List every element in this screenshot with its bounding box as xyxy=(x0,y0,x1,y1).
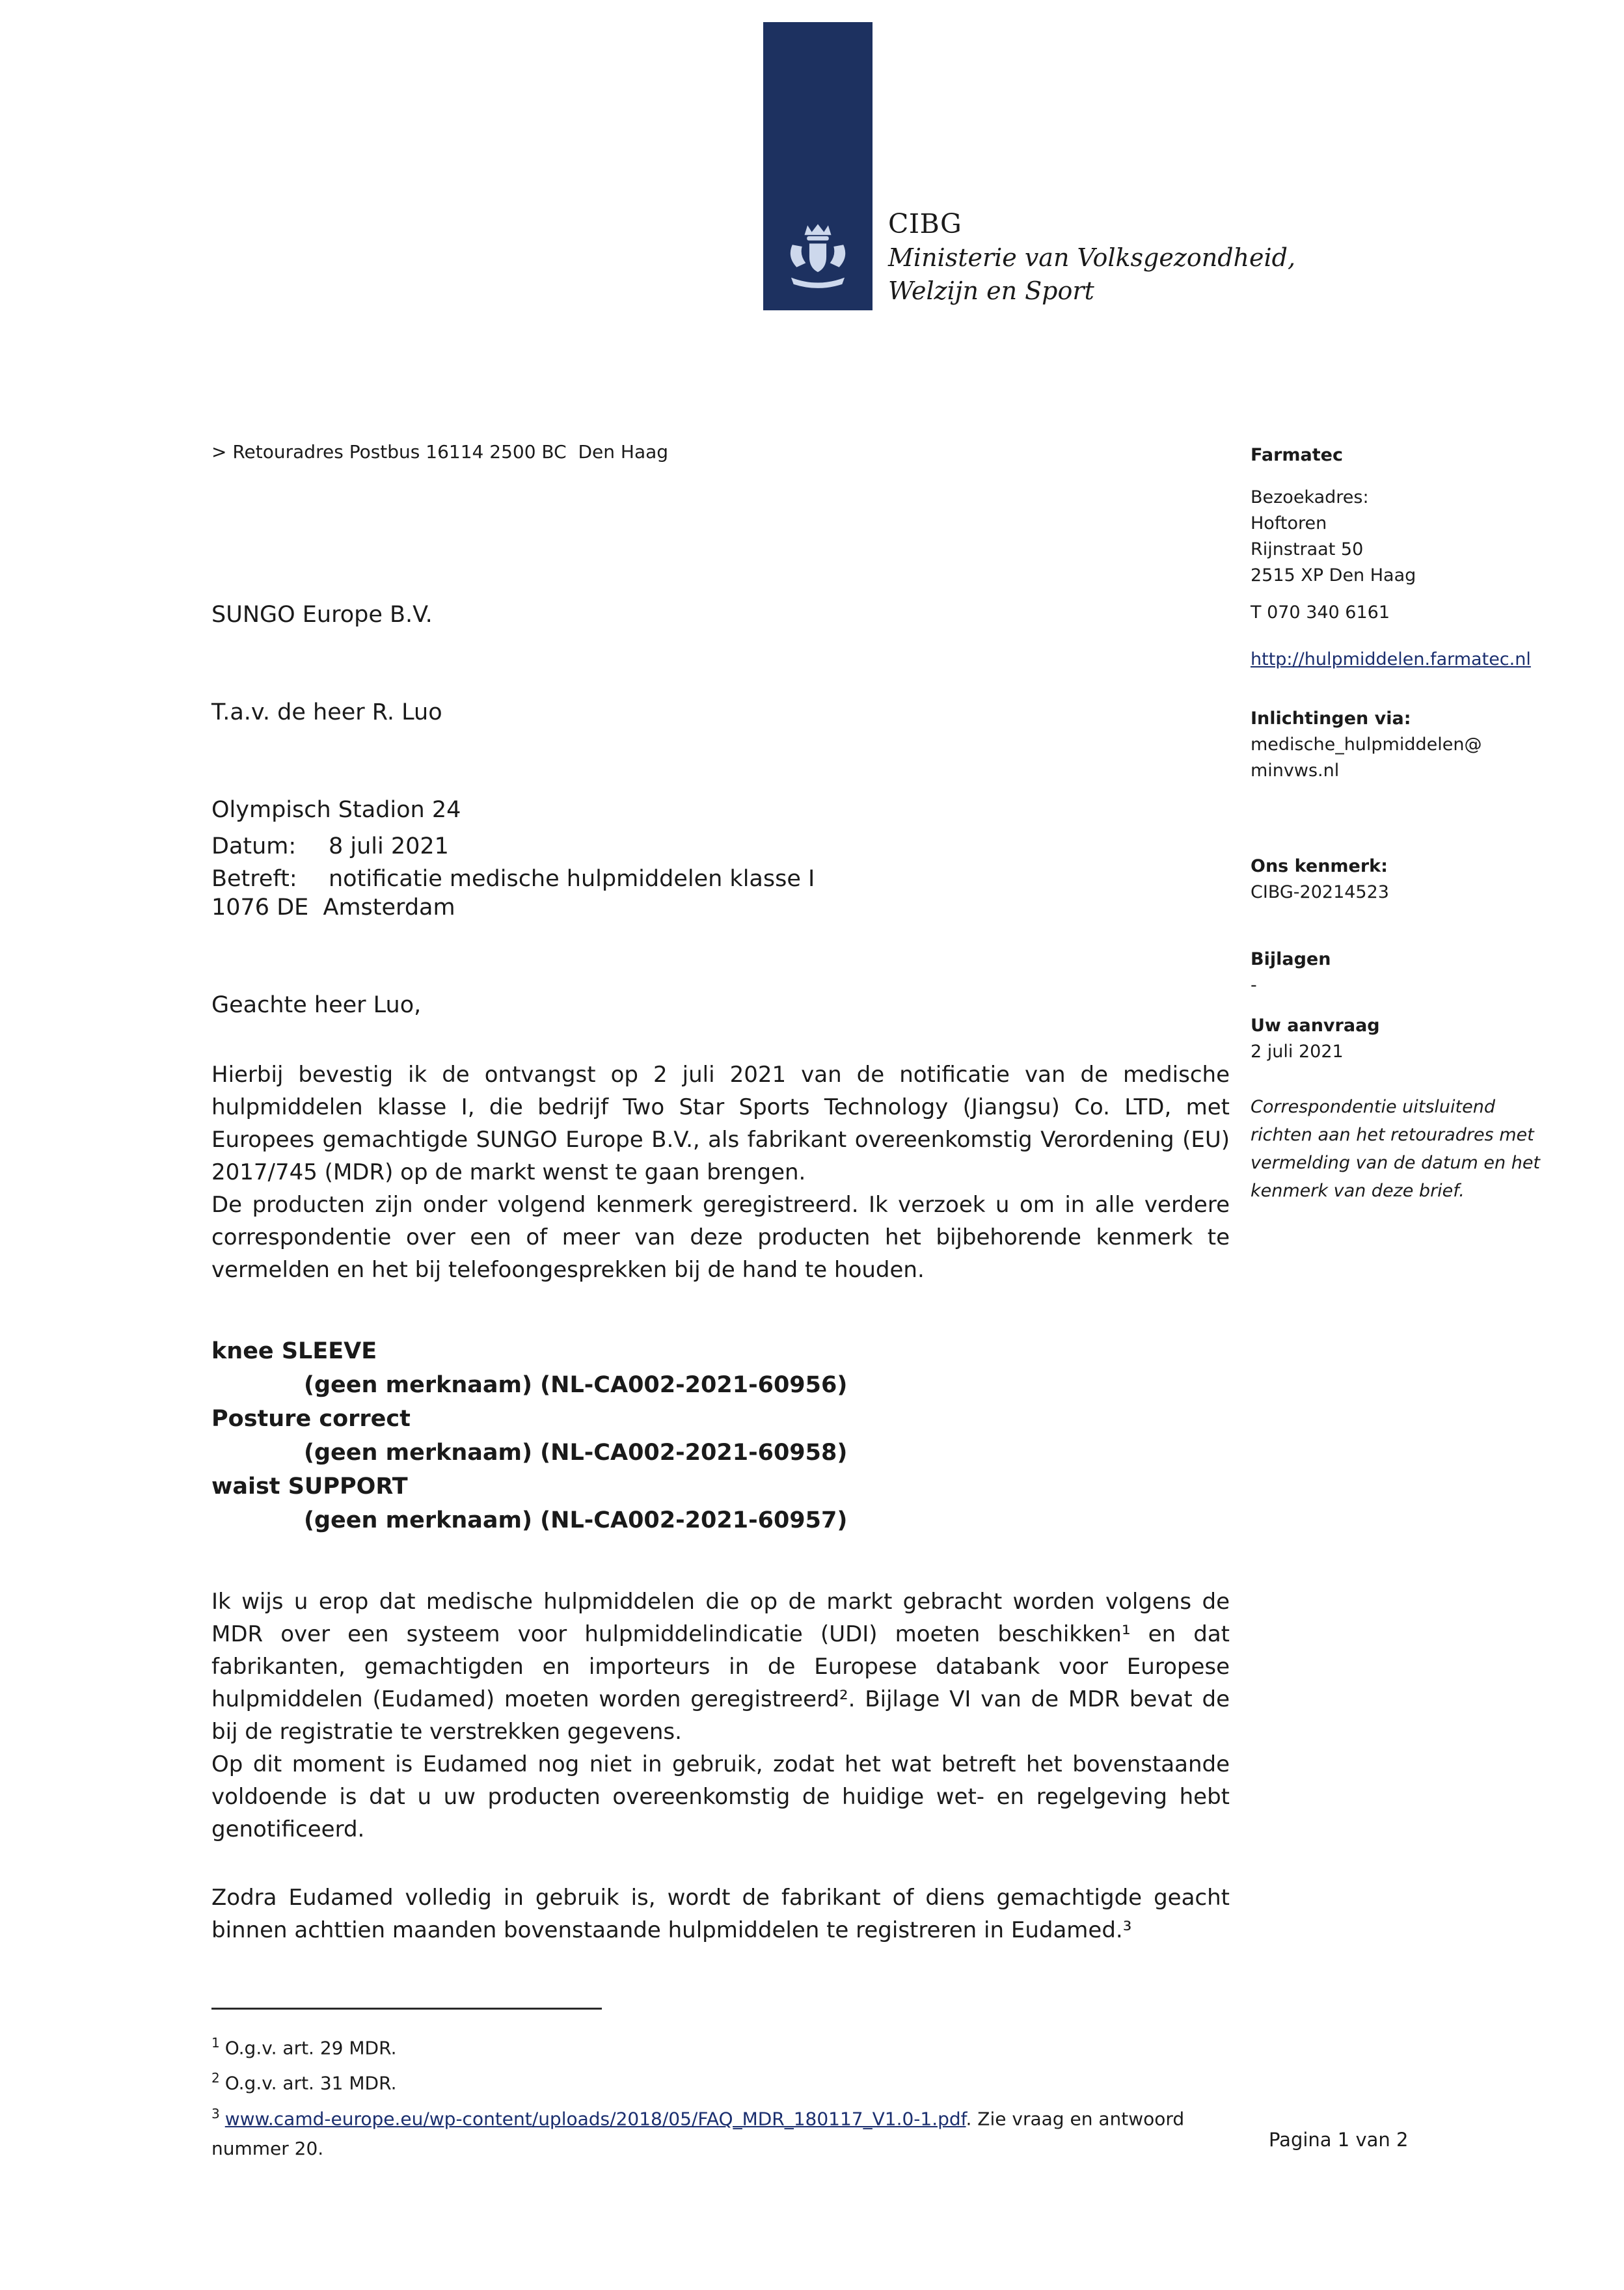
footnote-marker: 1 xyxy=(211,2035,220,2051)
footnote-1 xyxy=(211,2028,1252,2063)
footnote-marker: 3 xyxy=(211,2105,220,2122)
footnote-text: . Zie vraag en antwoord nummer 20. xyxy=(211,2107,1185,2159)
date-label: Datum: xyxy=(211,833,297,859)
footnote-3 xyxy=(211,2099,1252,2164)
logo-ribbon xyxy=(763,22,873,310)
sidebar-inquiries xyxy=(1251,706,1550,784)
sidebar-phone: T 070 340 6161 xyxy=(1251,602,1390,623)
date-row xyxy=(211,830,815,863)
product-registration: (geen merknaam) (NL-CA002-2021-60956) xyxy=(304,1372,848,1398)
product-name: waist SUPPORT xyxy=(211,1474,408,1500)
subject-label: Betreft: xyxy=(211,866,297,892)
faq-mdr-link[interactable]: www.camd-europe.eu/wp-content/uploads/2018/05/FAQ_MDR_180117_V1.0-1.pdf xyxy=(224,2107,966,2129)
rijkswapen-emblem-icon xyxy=(779,219,856,292)
reference-label: Ons kenmerk: xyxy=(1251,856,1388,876)
logo-text xyxy=(888,207,1295,308)
footnote-2 xyxy=(211,2063,1252,2098)
inquiries-label: Inlichtingen via: xyxy=(1251,708,1411,729)
return-address: > Retouradres Postbus 16114 2500 BC Den Haag xyxy=(211,441,669,463)
letter-meta xyxy=(211,830,815,895)
sidebar-request-date xyxy=(1251,1013,1550,1065)
paragraph-udi-eudamed: Ik wijs u erop dat medische hulpmiddelen die op de markt gebracht worden volgens de MDR over een systeem voor hulpmiddelindicatie (UDI) moeten beschikken¹ en dat fabrikanten, gemachtigden en importeurs in de Europese databank voor Europese hulpmiddelen (Eudamed) moeten worden geregistreerd². Bijlage VI van de MDR bevat de bij de registratie te verstrekken gegevens. xyxy=(211,1589,1230,1745)
body-block-2 xyxy=(211,1585,1230,1846)
body-block-1 xyxy=(211,1058,1230,1286)
inquiries-email-line: minvws.nl xyxy=(1251,761,1340,781)
request-date-value: 2 juli 2021 xyxy=(1251,1042,1344,1062)
ministry-name-line1: Ministerie van Volksgezondheid, xyxy=(888,243,1296,272)
product-list xyxy=(211,1334,847,1537)
product-registration: (geen merknaam) (NL-CA002-2021-60957) xyxy=(304,1507,848,1533)
inquiries-email-line: medische_hulpmiddelen@ xyxy=(1251,734,1482,755)
reference-value: CIBG-20214523 xyxy=(1251,882,1389,902)
org-name: CIBG xyxy=(888,208,962,239)
ministry-name-line2: Welzijn en Sport xyxy=(888,276,1094,305)
visit-address-line: Rijnstraat 50 xyxy=(1251,539,1364,559)
paragraph-registration: De producten zijn onder volgend kenmerk geregistreerd. Ik verzoek u om in alle verdere correspondentie over een of meer van deze producten het bijbehorende kenmerk te vermelden en het bij telefoongesprekken bij de hand te houden. xyxy=(211,1192,1230,1283)
footnote-divider xyxy=(211,2008,602,2010)
recipient-address xyxy=(211,533,461,989)
sidebar-department: Farmatec xyxy=(1251,445,1343,465)
product-name: knee SLEEVE xyxy=(211,1338,377,1364)
product-name: Posture correct xyxy=(211,1406,411,1432)
paragraph-eudamed-deadline: Zodra Eudamed volledig in gebruik is, wordt de fabrikant of diens gemachtigde geacht binnen achttien maanden bovenstaande hulpmiddelen te registreren in Eudamed.³ xyxy=(211,1885,1230,1943)
footnotes xyxy=(211,2028,1252,2164)
sidebar-correspondence-note: Correspondentie uitsluitend richten aan het retouradres met vermelding van de datum en het kenmerk van deze brief. xyxy=(1251,1097,1541,1201)
salutation: Geachte heer Luo, xyxy=(211,992,422,1018)
farmatec-website-link[interactable]: http://hulpmiddelen.farmatec.nl xyxy=(1251,649,1531,669)
recipient-line: T.a.v. de heer R. Luo xyxy=(211,699,442,725)
visit-address-line: Hoftoren xyxy=(1251,513,1327,533)
visit-address-label: Bezoekadres: xyxy=(1251,487,1369,507)
attachments-label: Bijlagen xyxy=(1251,949,1331,969)
product-registration: (geen merknaam) (NL-CA002-2021-60958) xyxy=(304,1440,848,1466)
recipient-line: Olympisch Stadion 24 xyxy=(211,797,461,823)
subject-row xyxy=(211,863,815,895)
sidebar-attachments xyxy=(1251,947,1550,999)
request-date-label: Uw aanvraag xyxy=(1251,1016,1380,1036)
date-value: 8 juli 2021 xyxy=(329,833,449,859)
recipient-line: 1076 DE Amsterdam xyxy=(211,895,455,921)
sidebar-reference xyxy=(1251,854,1550,906)
subject-value: notificatie medische hulpmiddelen klasse I xyxy=(329,866,815,892)
paragraph-confirmation: Hierbij bevestig ik de ontvangst op 2 juli 2021 van de notificatie van de medische hulpmiddelen klasse I, die bedrijf Two Star Sports Technology (Jiangsu) Co. LTD, met Europees gemachtigde SUNGO Europe B.V., als fabrikant overeenkomstig Verordening (EU) 2017/745 (MDR) op de markt wenst te gaan brengen. xyxy=(211,1062,1230,1185)
sidebar-visit-address xyxy=(1251,485,1550,589)
body-block-3 xyxy=(211,1881,1230,1946)
footnote-marker: 2 xyxy=(211,2070,220,2086)
footnote-text: O.g.v. art. 29 MDR. xyxy=(224,2037,397,2059)
footnote-text: O.g.v. art. 31 MDR. xyxy=(224,2072,397,2094)
paragraph-eudamed-status: Op dit moment is Eudamed nog niet in gebruik, zodat het wat betreft het bovenstaande voldoende is dat u uw producten overeenkomstig de huidige wet- en regelgeving hebt genotificeerd. xyxy=(211,1751,1230,1842)
attachments-value: - xyxy=(1251,975,1257,995)
page-number: Pagina 1 van 2 xyxy=(1269,2129,1409,2151)
visit-address-line: 2515 XP Den Haag xyxy=(1251,565,1416,586)
recipient-line: SUNGO Europe B.V. xyxy=(211,602,433,628)
